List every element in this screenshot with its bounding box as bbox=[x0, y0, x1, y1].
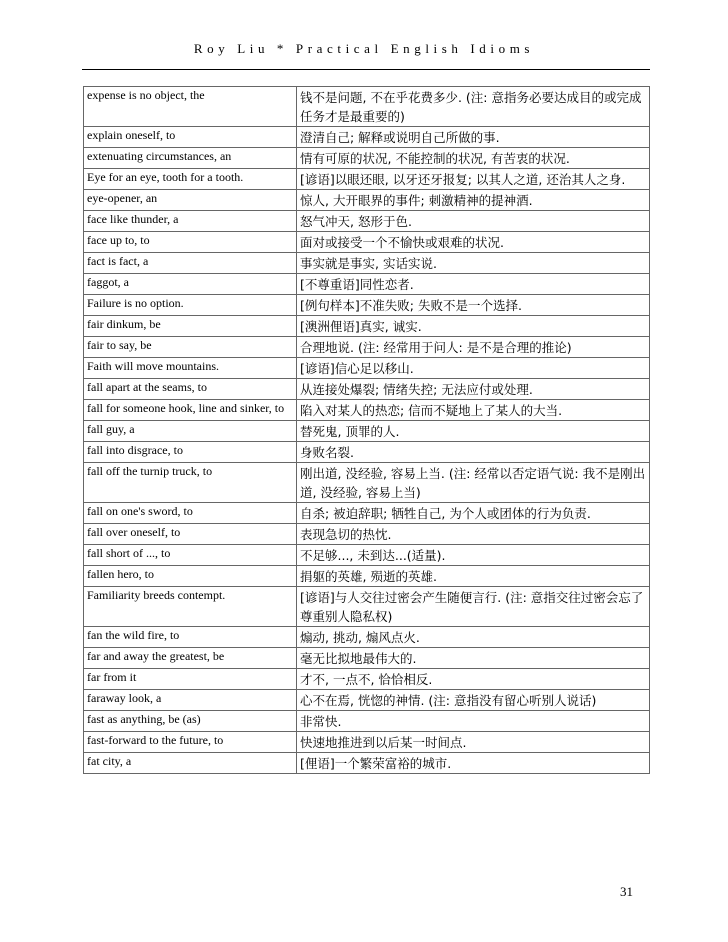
idiom-table bbox=[83, 86, 650, 774]
table-row bbox=[84, 442, 650, 463]
meaning-cell: 非常快. bbox=[297, 711, 650, 732]
meaning-cell: [俚语]一个繁荣富裕的城市. bbox=[297, 753, 650, 774]
table-row bbox=[84, 295, 650, 316]
meaning-cell: 煽动, 挑动, 煽风点火. bbox=[297, 627, 650, 648]
table-row bbox=[84, 253, 650, 274]
idiom-cell: expense is no object, the bbox=[84, 87, 297, 127]
idiom-cell: fair dinkum, be bbox=[84, 316, 297, 337]
idiom-cell: extenuating circumstances, an bbox=[84, 148, 297, 169]
meaning-cell: 毫无比拟地最伟大的. bbox=[297, 648, 650, 669]
table-row bbox=[84, 190, 650, 211]
idiom-cell: face up to, to bbox=[84, 232, 297, 253]
page-header: Roy Liu * Practical English Idioms bbox=[193, 41, 535, 56]
meaning-cell: 面对或接受一个不愉快或艰难的状况. bbox=[297, 232, 650, 253]
table-row bbox=[84, 524, 650, 545]
idiom-table-body bbox=[84, 87, 650, 774]
table-row bbox=[84, 566, 650, 587]
idiom-cell: fast as anything, be (as) bbox=[84, 711, 297, 732]
idiom-cell: fall off the turnip truck, to bbox=[84, 463, 297, 503]
idiom-cell: faraway look, a bbox=[84, 690, 297, 711]
meaning-cell: 不足够..., 未到达...(适量). bbox=[297, 545, 650, 566]
table-row bbox=[84, 232, 650, 253]
table-row bbox=[84, 753, 650, 774]
table-row bbox=[84, 732, 650, 753]
meaning-cell: 替死鬼, 顶罪的人. bbox=[297, 421, 650, 442]
meaning-cell: 情有可原的状况, 不能控制的状况, 有苦衷的状况. bbox=[297, 148, 650, 169]
idiom-cell: far and away the greatest, be bbox=[84, 648, 297, 669]
idiom-cell: fat city, a bbox=[84, 753, 297, 774]
idiom-cell: fast-forward to the future, to bbox=[84, 732, 297, 753]
idiom-cell: fall apart at the seams, to bbox=[84, 379, 297, 400]
meaning-cell: 表现急切的热忱. bbox=[297, 524, 650, 545]
table-row bbox=[84, 503, 650, 524]
idiom-cell: fall guy, a bbox=[84, 421, 297, 442]
header-rule bbox=[82, 69, 650, 70]
meaning-cell: 心不在焉, 恍惚的神情. (注: 意指没有留心听别人说话) bbox=[297, 690, 650, 711]
meaning-cell: [例句样本]不准失败; 失败不是一个选择. bbox=[297, 295, 650, 316]
idiom-cell: eye-opener, an bbox=[84, 190, 297, 211]
idiom-cell: fall on one's sword, to bbox=[84, 503, 297, 524]
table-row bbox=[84, 587, 650, 627]
idiom-cell: explain oneself, to bbox=[84, 127, 297, 148]
table-row bbox=[84, 690, 650, 711]
table-row bbox=[84, 627, 650, 648]
meaning-cell: 捐躯的英雄, 殒逝的英雄. bbox=[297, 566, 650, 587]
page-number: 31 bbox=[620, 884, 633, 899]
meaning-cell: [谚语]与人交往过密会产生随便言行. (注: 意指交往过密会忘了尊重别人隐私权) bbox=[297, 587, 650, 627]
table-row bbox=[84, 358, 650, 379]
table-row bbox=[84, 421, 650, 442]
meaning-cell: 快速地推进到以后某一时间点. bbox=[297, 732, 650, 753]
table-row bbox=[84, 400, 650, 421]
table-row bbox=[84, 274, 650, 295]
table-row bbox=[84, 169, 650, 190]
meaning-cell: [澳洲俚语]真实, 诚实. bbox=[297, 316, 650, 337]
idiom-cell: face like thunder, a bbox=[84, 211, 297, 232]
idiom-cell: fall over oneself, to bbox=[84, 524, 297, 545]
meaning-cell: [谚语]信心足以移山. bbox=[297, 358, 650, 379]
meaning-cell: 澄清自己; 解释或说明自己所做的事. bbox=[297, 127, 650, 148]
meaning-cell: [谚语]以眼还眼, 以牙还牙报复; 以其人之道, 还治其人之身. bbox=[297, 169, 650, 190]
meaning-cell: 合理地说. (注: 经常用于问人: 是不是合理的推论) bbox=[297, 337, 650, 358]
table-row bbox=[84, 337, 650, 358]
meaning-cell: 从连接处爆裂; 情绪失控; 无法应付或处理. bbox=[297, 379, 650, 400]
idiom-cell: Failure is no option. bbox=[84, 295, 297, 316]
idiom-cell: fan the wild fire, to bbox=[84, 627, 297, 648]
idiom-cell: far from it bbox=[84, 669, 297, 690]
table-row bbox=[84, 87, 650, 127]
table-row bbox=[84, 211, 650, 232]
idiom-cell: fall short of ..., to bbox=[84, 545, 297, 566]
idiom-cell: Familiarity breeds contempt. bbox=[84, 587, 297, 627]
meaning-cell: [不尊重语]同性恋者. bbox=[297, 274, 650, 295]
table-row bbox=[84, 148, 650, 169]
table-row bbox=[84, 711, 650, 732]
table-row bbox=[84, 316, 650, 337]
idiom-cell: fallen hero, to bbox=[84, 566, 297, 587]
meaning-cell: 才不, 一点不, 恰恰相反. bbox=[297, 669, 650, 690]
table-row bbox=[84, 379, 650, 400]
table-row bbox=[84, 463, 650, 503]
idiom-cell: Faith will move mountains. bbox=[84, 358, 297, 379]
idiom-cell: fall into disgrace, to bbox=[84, 442, 297, 463]
idiom-cell: faggot, a bbox=[84, 274, 297, 295]
idiom-cell: fact is fact, a bbox=[84, 253, 297, 274]
idiom-cell: Eye for an eye, tooth for a tooth. bbox=[84, 169, 297, 190]
table-row bbox=[84, 648, 650, 669]
meaning-cell: 身败名裂. bbox=[297, 442, 650, 463]
meaning-cell: 自杀; 被迫辞职; 牺牲自己, 为个人或团体的行为负责. bbox=[297, 503, 650, 524]
meaning-cell: 钱不是问题, 不在乎花费多少. (注: 意指务必要达成目的或完成任务才是最重要的) bbox=[297, 87, 650, 127]
table-row bbox=[84, 127, 650, 148]
idiom-cell: fall for someone hook, line and sinker, to bbox=[84, 400, 297, 421]
idiom-cell: fair to say, be bbox=[84, 337, 297, 358]
table-row bbox=[84, 545, 650, 566]
table-row bbox=[84, 669, 650, 690]
meaning-cell: 怒气冲天, 怒形于色. bbox=[297, 211, 650, 232]
meaning-cell: 刚出道, 没经验, 容易上当. (注: 经常以否定语气说: 我不是刚出道, 没经验, 容易上当) bbox=[297, 463, 650, 503]
meaning-cell: 惊人, 大开眼界的事件; 刺激精神的提神酒. bbox=[297, 190, 650, 211]
meaning-cell: 事实就是事实, 实话实说. bbox=[297, 253, 650, 274]
meaning-cell: 陷入对某人的热恋; 信而不疑地上了某人的大当. bbox=[297, 400, 650, 421]
